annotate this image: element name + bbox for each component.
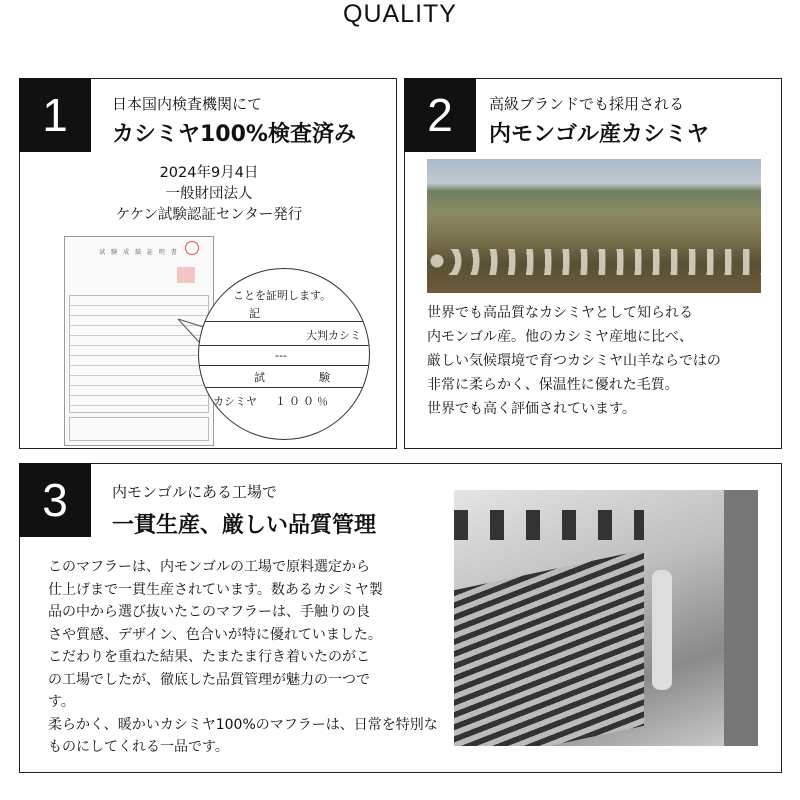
section-number: 3 [19, 463, 91, 537]
magnified-view [198, 268, 370, 440]
magnified-text: 大判カシミ [306, 329, 361, 342]
section-subtitle: 高級ブランドでも採用される [489, 95, 685, 113]
paragraph-line: こだわりを重ねた結果、たまたま行き着いたのがこ [48, 649, 370, 665]
paragraph-line: す。 [48, 694, 75, 710]
section-1 [19, 78, 397, 449]
factory-photo [454, 490, 758, 746]
section-paragraph [48, 556, 438, 759]
certificate-title: 試 験 成 績 証 明 書 [99, 249, 179, 256]
section-heading: 内モンゴル産カシミヤ [489, 122, 710, 147]
magnified-text: 記 [249, 307, 260, 320]
mongolia-sheep-photo [427, 159, 761, 293]
paragraph-line: の工場でしたが、徹底した品質管理が魅力の一つで [48, 671, 370, 688]
issue-date: 2024年9月4日 [159, 165, 259, 181]
paragraph-line: 世界でも高く評価されています。 [427, 401, 636, 417]
page-title: QUALITY [343, 0, 457, 28]
paragraph-line: このマフラーは、内モンゴルの工場で原料選定から [48, 559, 370, 575]
section-paragraph [427, 301, 721, 421]
magnified-text: 験 [319, 371, 330, 384]
issue-info [20, 163, 398, 226]
magnified-text: １００％ [275, 395, 331, 408]
magnified-text: カシミヤ [213, 395, 257, 408]
section-2 [404, 78, 782, 449]
paragraph-line: 世界でも高品質なカシミヤとして知られる [427, 305, 693, 321]
stamp-icon [185, 241, 199, 255]
section-number: 1 [19, 78, 91, 152]
paragraph-line: 仕上げまで一貫生産されています。数あるカシミヤ製 [48, 581, 383, 598]
magnified-text: ことを証明します。 [233, 289, 332, 302]
magnified-text: --- [275, 349, 287, 362]
paragraph-line: 内モンゴル産。他のカシミヤ産地に比べ、 [427, 329, 693, 345]
section-heading: カシミヤ100%検査済み [112, 122, 356, 147]
paragraph-line: さや質感、デザイン、色合いが特に優れていました。 [48, 626, 382, 643]
paragraph-line: 非常に柔らかく、保温性に優れた毛質。 [427, 377, 679, 393]
magnified-text: 試 [254, 371, 265, 384]
paragraph-line: 品の中から選び抜いたこのマフラーは、手触りの良 [48, 604, 370, 620]
section-3 [19, 463, 782, 773]
section-number: 2 [404, 78, 476, 152]
paragraph-line: 柔らかく、暖かいカシミヤ100%のマフラーは、日常を特別な [48, 716, 438, 733]
issuer-name: ケケン試験認証センター発行 [115, 207, 303, 223]
section-subtitle: 日本国内検査機関にて [112, 95, 263, 113]
section-subtitle: 内モンゴルにある工場で [112, 483, 278, 501]
paragraph-line: ものにしてくれる一品です。 [48, 739, 229, 755]
paragraph-line: 厳しい気候環境で育つカシミヤ山羊ならではの [427, 353, 721, 369]
issuer-org-type: 一般財団法人 [165, 186, 253, 202]
section-heading: 一貫生産、厳しい品質管理 [112, 513, 377, 538]
